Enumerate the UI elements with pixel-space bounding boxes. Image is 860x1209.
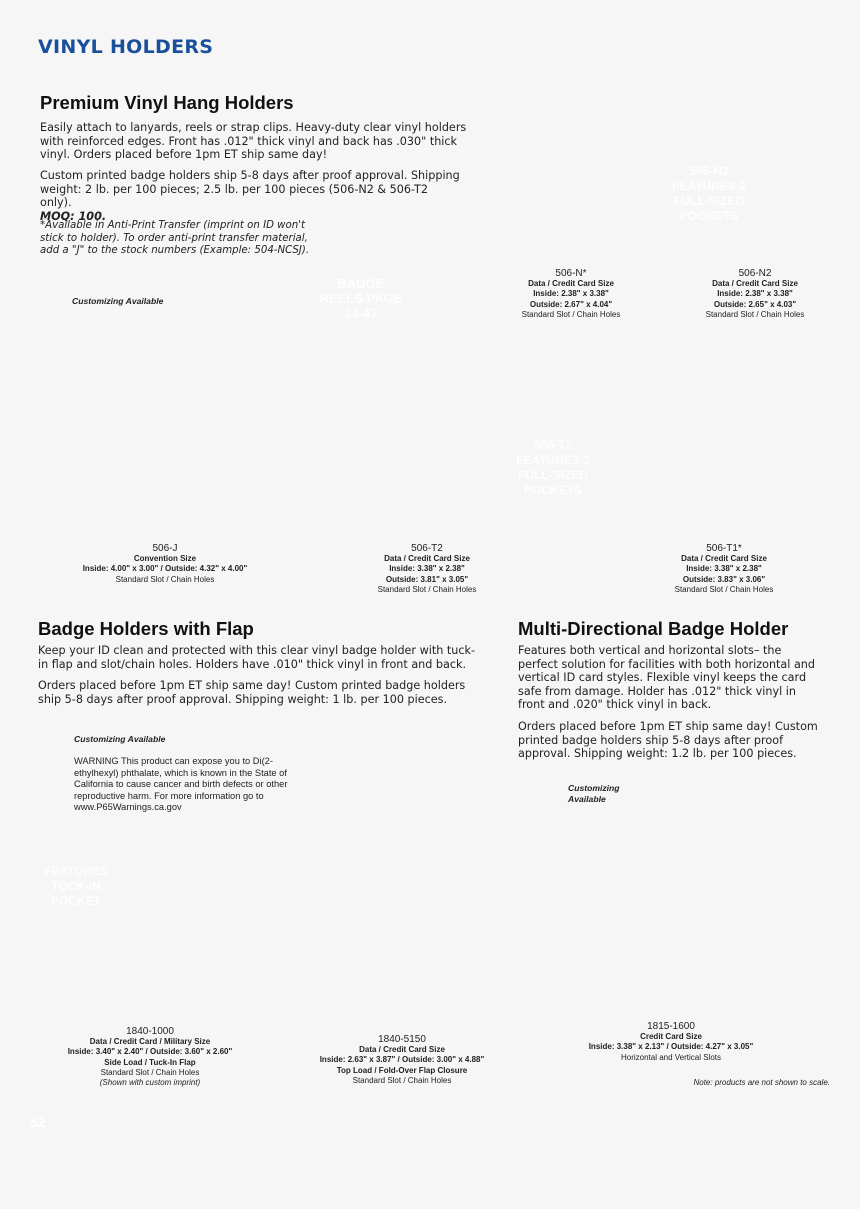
product-inside: Inside: 2.38" x 3.38" (717, 289, 793, 299)
product-slot: Standard Slot / Chain Holes (705, 309, 805, 319)
badge-reels-callout: BADGE REELS PAGE 34-47 (319, 276, 403, 321)
flap-shipping-text: Orders placed before 1pm ET ship same day! Custom printed badge holders ship 5-8 days after proof approval. Shipping weight: 1 lb. per 100 pieces. (38, 679, 466, 706)
product-1840-1000 (50, 1026, 250, 1088)
premium-description: Easily attach to lanyards, reels or strap clips. Heavy-duty clear vinyl holders with reinforced edges. Front has .012" thick vinyl and back has .030" thick vinyl. Orders placed before 1pm ET ship same day! (40, 121, 467, 162)
product-dims: Inside: 2.63" x 3.87" / Outside: 3.00" x 4.88" (319, 1055, 485, 1065)
premium-shipping-text: Custom printed badge holders ship 5-8 days after proof approval. Shipping weight: 2 lb. per 100 pieces; 2.5 lb. per 100 pieces (506-N2 & 506-T2 only). (40, 169, 460, 210)
flap-description: Keep your ID clean and protected with this clear vinyl badge holder with tuck-in flap and slot/chain holes. Holders have .010" thick vinyl in front and back. (38, 644, 476, 671)
product-sku: 1840-1000 (126, 1026, 174, 1037)
product-inside: Inside: 2.38" x 3.38" (533, 289, 609, 299)
product-slot: Standard Slot / Chain Holes (674, 584, 774, 594)
product-slot: Standard Slot / Chain Holes (352, 1075, 452, 1085)
product-slot: Standard Slot / Chain Holes (521, 309, 621, 319)
premium-heading: Premium Vinyl Hang Holders (40, 92, 294, 113)
anti-print-note: *Available in Anti-Print Transfer (imprint on ID won't stick to holder). To order anti-print transfer material, add a "J" to the stock numbers (Example: 504-NCSJ). (40, 220, 310, 257)
t2-features-callout: 506-T2 FEATURES 2 FULL-SIZED POCKETS (516, 438, 590, 497)
multi-customizing-available (568, 783, 620, 805)
product-sku: 1840-5150 (378, 1034, 426, 1045)
product-506-n2 (685, 268, 825, 320)
customizing-line-2: Available (568, 794, 606, 804)
p65-warning: WARNING This product can expose you to Di(2-ethylhexyl) phthalate, which is known in the State of California to cause cancer and birth defects or other reproductive harm. For more information go to www.P65Warnings.ca.gov (74, 756, 288, 813)
product-type: Data / Credit Card / Military Size (89, 1037, 211, 1046)
product-type: Data / Credit Card Size (681, 554, 767, 563)
product-outside: Outside: 3.81" x 3.05" (385, 574, 469, 584)
product-type: Data / Credit Card Size (384, 554, 470, 563)
product-outside: Outside: 2.65" x 4.03" (713, 299, 797, 309)
product-type: Data / Credit Card Size (528, 279, 614, 288)
premium-customizing-available: Customizing Available (72, 296, 164, 306)
product-type: Credit Card Size (640, 1032, 702, 1041)
product-506-n (501, 268, 641, 320)
product-type: Convention Size (133, 554, 197, 563)
product-load: Top Load / Fold-Over Flap Closure (336, 1065, 468, 1075)
section-title: VINYL HOLDERS (38, 36, 214, 58)
product-dims: Inside: 3.40" x 2.40" / Outside: 3.60" x 2.60" (67, 1047, 233, 1057)
product-506-t2 (357, 543, 497, 595)
premium-moq: MOQ: 100. (40, 209, 107, 223)
page-number: 52 (30, 1114, 46, 1130)
product-slot: Standard Slot / Chain Holes (115, 574, 215, 584)
product-1840-5150 (302, 1034, 502, 1086)
multi-description: Features both vertical and horizontal slots– the perfect solution for facilities with both horizontal and vertical ID card styles. Flexible vinyl keeps the card safe from damage. Holder has .012" thick vinyl in front and .020" thick vinyl in back. (518, 644, 816, 712)
product-dims: Inside: 3.38" x 2.13" / Outside: 4.27" x 3.05" (588, 1042, 754, 1052)
product-506-j (60, 543, 270, 585)
multi-shipping-text: Orders placed before 1pm ET ship same day! Custom printed badge holders ship 5-8 days after proof approval. Shipping weight: 1.2 lb. per 100 pieces. (518, 720, 818, 761)
n2-features-callout: 506-N2 FEATURES 2 FULL-SIZED POCKETS (672, 164, 746, 223)
scale-note: Note: products are not shown to scale. (693, 1078, 830, 1087)
product-type: Data / Credit Card Size (712, 279, 798, 288)
customizing-line-1: Customizing (568, 783, 620, 793)
product-outside: Outside: 2.67" x 4.04" (529, 299, 613, 309)
product-506-t1 (654, 543, 794, 595)
product-inside: Inside: 3.38" x 2.38" (686, 564, 762, 574)
product-outside: Outside: 3.83" x 3.06" (682, 574, 766, 584)
product-sku: 506-J (152, 543, 178, 554)
product-load: Side Load / Tuck-In Flap (104, 1057, 196, 1067)
flap-customizing-available: Customizing Available (74, 734, 166, 744)
flap-heading: Badge Holders with Flap (38, 618, 254, 639)
product-sku: 506-N* (555, 268, 587, 279)
product-slot: Horizontal and Vertical Slots (620, 1052, 722, 1062)
product-inside: Inside: 3.38" x 2.38" (389, 564, 465, 574)
product-sku: 506-T1* (706, 543, 742, 554)
product-sku: 1815-1600 (647, 1021, 695, 1032)
product-slot: Standard Slot / Chain Holes (100, 1067, 200, 1077)
product-dims: Inside: 4.00" x 3.00" / Outside: 4.32" x 4.00" (82, 564, 248, 574)
multi-heading: Multi-Directional Badge Holder (518, 618, 789, 639)
product-sku: 506-N2 (738, 268, 772, 279)
product-note: (Shown with custom imprint) (99, 1078, 201, 1088)
product-1815-1600 (571, 1021, 771, 1063)
product-slot: Standard Slot / Chain Holes (377, 584, 477, 594)
tuck-in-callout: FEATURES TUCK-IN POCKET (44, 864, 108, 908)
product-sku: 506-T2 (411, 543, 443, 554)
premium-shipping-block (40, 169, 460, 223)
product-type: Data / Credit Card Size (359, 1045, 445, 1054)
